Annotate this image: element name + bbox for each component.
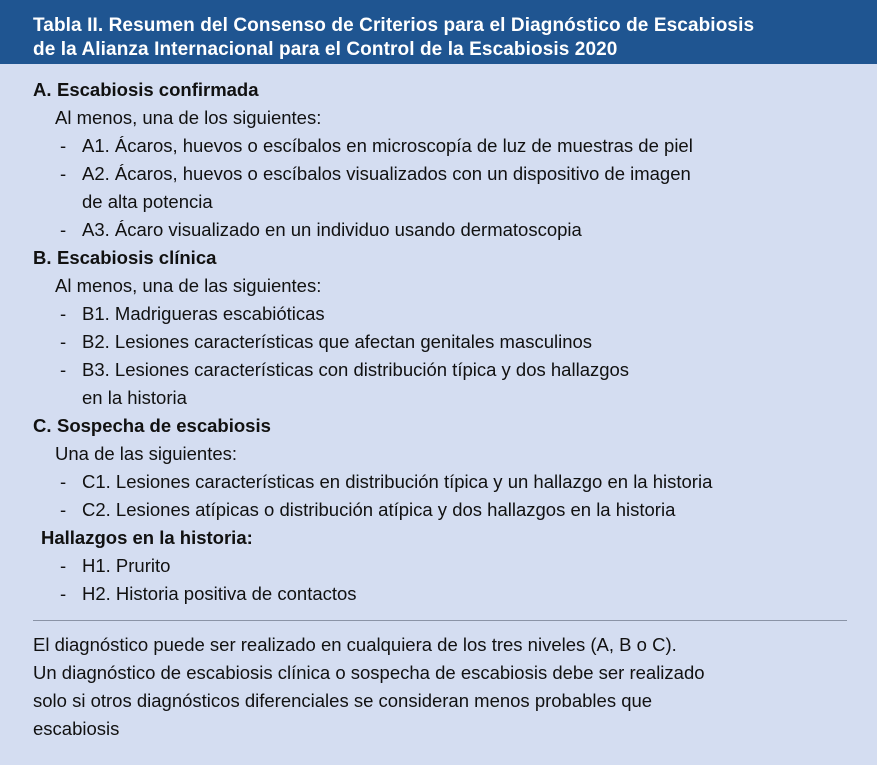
section-c-title: Sospecha de escabiosis (57, 415, 271, 436)
list-dash: - (60, 135, 67, 156)
list-dash: - (60, 219, 67, 240)
section-a-title: Escabiosis confirmada (57, 79, 259, 100)
list-item (33, 552, 877, 580)
list-item (33, 328, 877, 356)
list-item (33, 132, 877, 160)
section-a-heading (33, 76, 877, 104)
list-item (33, 216, 877, 244)
item-a3: A3. Ácaro visualizado en un individuo usando dermatoscopia (82, 219, 582, 240)
list-dash: - (60, 471, 67, 492)
section-c-intro: Una de las siguientes: (55, 443, 238, 464)
item-b1: B1. Madrigueras escabióticas (82, 303, 325, 324)
list-dash: - (60, 499, 67, 520)
item-h2: H2. Historia positiva de contactos (82, 583, 357, 604)
footer-line: escabiosis (33, 718, 120, 739)
footer-line: solo si otros diagnósticos diferenciales se consideran menos probables que (33, 690, 653, 711)
item-c1: C1. Lesiones características en distribución típica y un hallazgo en la historia (82, 471, 713, 492)
item-c2: C2. Lesiones atípicas o distribución atípica y dos hallazgos en la historia (82, 499, 676, 520)
item-a2: A2. Ácaros, huevos o escíbalos visualizados con un dispositivo de imagen (82, 163, 691, 184)
item-b3-continuation: en la historia (82, 387, 187, 408)
section-c-letter: C. (33, 415, 52, 436)
list-dash: - (60, 359, 67, 380)
history-heading: Hallazgos en la historia: (41, 527, 253, 548)
list-item (33, 496, 877, 524)
section-b-title: Escabiosis clínica (57, 247, 217, 268)
list-item (33, 580, 877, 608)
item-h1: H1. Prurito (82, 555, 171, 576)
section-b-heading (33, 244, 877, 272)
section-a-intro: Al menos, una de los siguientes: (55, 107, 322, 128)
footer-note (0, 621, 877, 743)
list-item (33, 356, 877, 384)
item-b2: B2. Lesiones características que afectan genitales masculinos (82, 331, 593, 352)
criteria-list (0, 64, 877, 608)
footer-line: El diagnóstico puede ser realizado en cualquiera de los tres niveles (A, B o C). (33, 634, 677, 655)
item-b3: B3. Lesiones características con distribución típica y dos hallazgos (82, 359, 630, 380)
section-b-intro: Al menos, una de las siguientes: (55, 275, 322, 296)
section-b-letter: B. (33, 247, 52, 268)
item-a1: A1. Ácaros, huevos o escíbalos en microscopía de luz de muestras de piel (82, 135, 693, 156)
list-dash: - (60, 331, 67, 352)
list-item (33, 300, 877, 328)
table-title-line-2: de la Alianza Internacional para el Control de la Escabiosis 2020 (33, 39, 618, 60)
list-dash: - (60, 583, 67, 604)
table-title-line-1: Tabla II. Resumen del Consenso de Criterios para el Diagnóstico de Escabiosis (33, 15, 755, 36)
section-a-letter: A. (33, 79, 52, 100)
footer-line: Un diagnóstico de escabiosis clínica o sospecha de escabiosis debe ser realizado (33, 662, 705, 683)
list-dash: - (60, 163, 67, 184)
table-header (0, 0, 877, 64)
section-c-heading (33, 412, 877, 440)
list-dash: - (60, 303, 67, 324)
list-item (33, 160, 877, 188)
item-a2-continuation: de alta potencia (82, 191, 213, 212)
list-item (33, 468, 877, 496)
list-dash: - (60, 555, 67, 576)
